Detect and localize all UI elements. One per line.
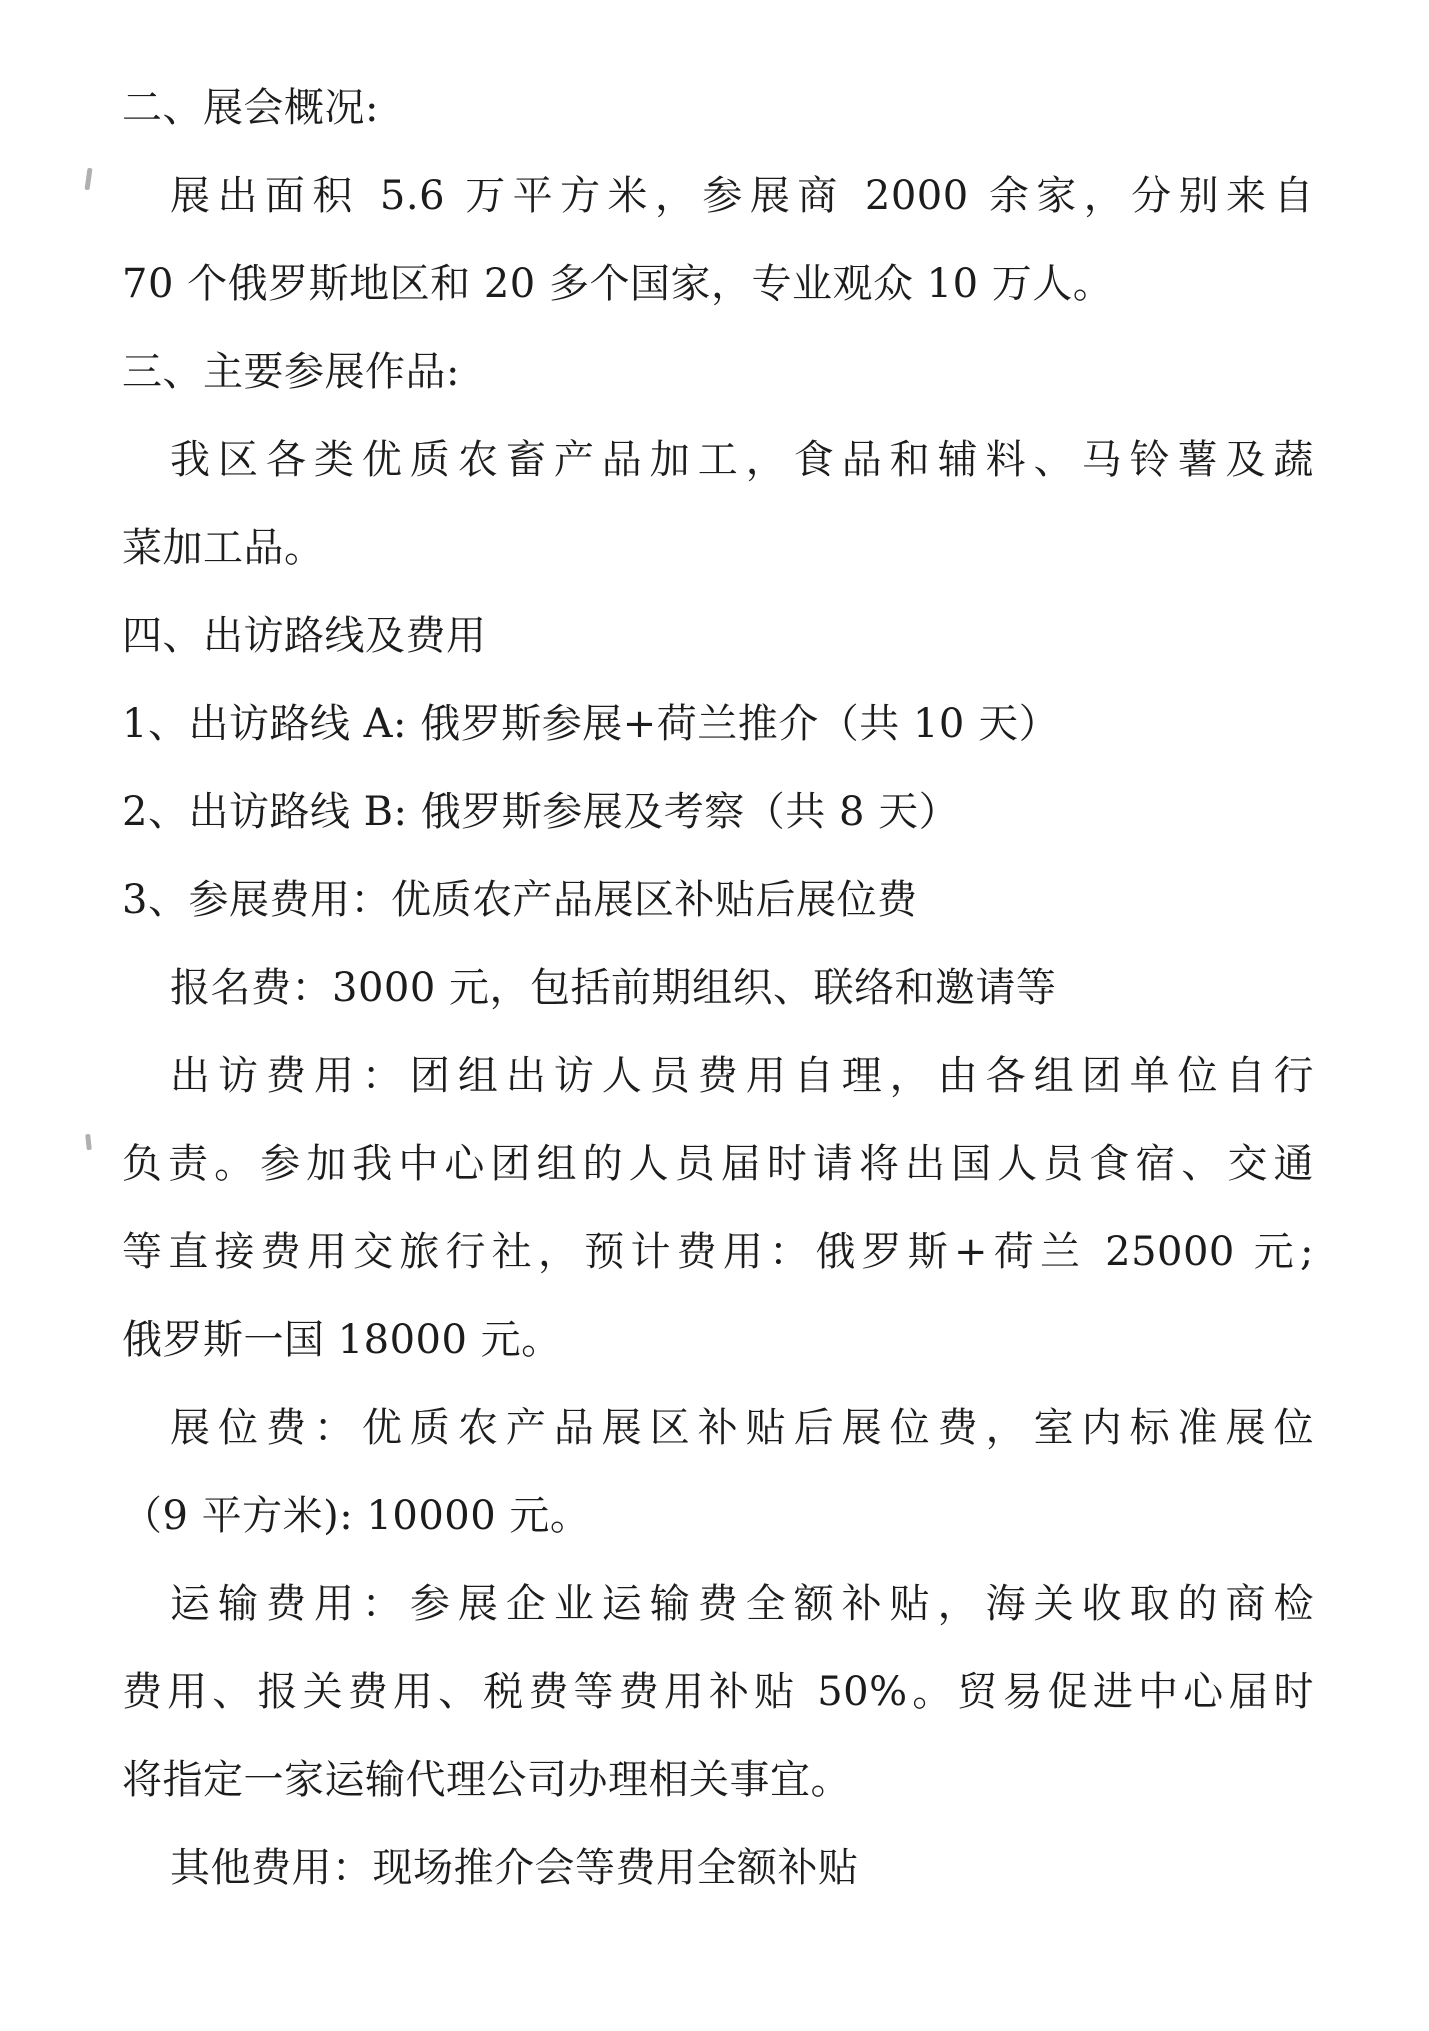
section-exhibition-overview (122, 64, 1314, 328)
paragraph-line: 我区各类优质农畜产品加工，食品和辅料、马铃薯及蔬 (170, 437, 1314, 483)
list-item-route-a: 1、出访路线 A: 俄罗斯参展+荷兰推介（共 10 天） (122, 701, 1060, 747)
section-heading: 四、出访路线及费用 (122, 613, 487, 659)
paragraph-booth-fee: 展位费：优质农产品展区补贴后展位费，室内标准展位 (170, 1405, 1314, 1451)
section-routes-and-fees (122, 592, 1314, 1912)
paragraph-line: 俄罗斯一国 18000 元。 (122, 1317, 562, 1363)
section-heading: 三、主要参展作品: (122, 349, 460, 395)
paragraph-line: 将指定一家运输代理公司办理相关事宜。 (122, 1757, 851, 1803)
paragraph-line: 展出面积 5.6 万平方米，参展商 2000 余家，分别来自 (170, 173, 1314, 219)
paragraph-line: 菜加工品。 (122, 525, 325, 571)
paragraph-line: 等直接费用交旅行社，预计费用：俄罗斯+荷兰 25000 元; (122, 1229, 1314, 1275)
paragraph-transport-fee: 运输费用：参展企业运输费全额补贴，海关收取的商检 (170, 1581, 1314, 1627)
paragraph-line: 70 个俄罗斯地区和 20 多个国家，专业观众 10 万人。 (122, 261, 1114, 307)
document-body (122, 64, 1314, 1912)
paragraph-travel-cost: 出访费用：团组出访人员费用自理，由各组团单位自行 (170, 1053, 1314, 1099)
scan-artifact (85, 1134, 92, 1150)
section-main-exhibits (122, 328, 1314, 592)
section-heading: 二、展会概况: (122, 85, 379, 131)
paragraph-line: 费用、报关费用、税费等费用补贴 50%。贸易促进中心届时 (122, 1669, 1314, 1715)
paragraph-other-fees: 其他费用：现场推介会等费用全额补贴 (170, 1845, 859, 1891)
list-item-route-b: 2、出访路线 B: 俄罗斯参展及考察（共 8 天） (122, 789, 960, 835)
paragraph-line: 负责。参加我中心团组的人员届时请将出国人员食宿、交通 (122, 1141, 1314, 1187)
scan-artifact (84, 168, 92, 190)
paragraph-line: （9 平方米): 10000 元。 (122, 1493, 591, 1539)
paragraph-registration-fee: 报名费：3000 元，包括前期组织、联络和邀请等 (170, 965, 1057, 1011)
list-item-exhibition-fee: 3、参展费用：优质农产品展区补贴后展位费 (122, 877, 918, 923)
